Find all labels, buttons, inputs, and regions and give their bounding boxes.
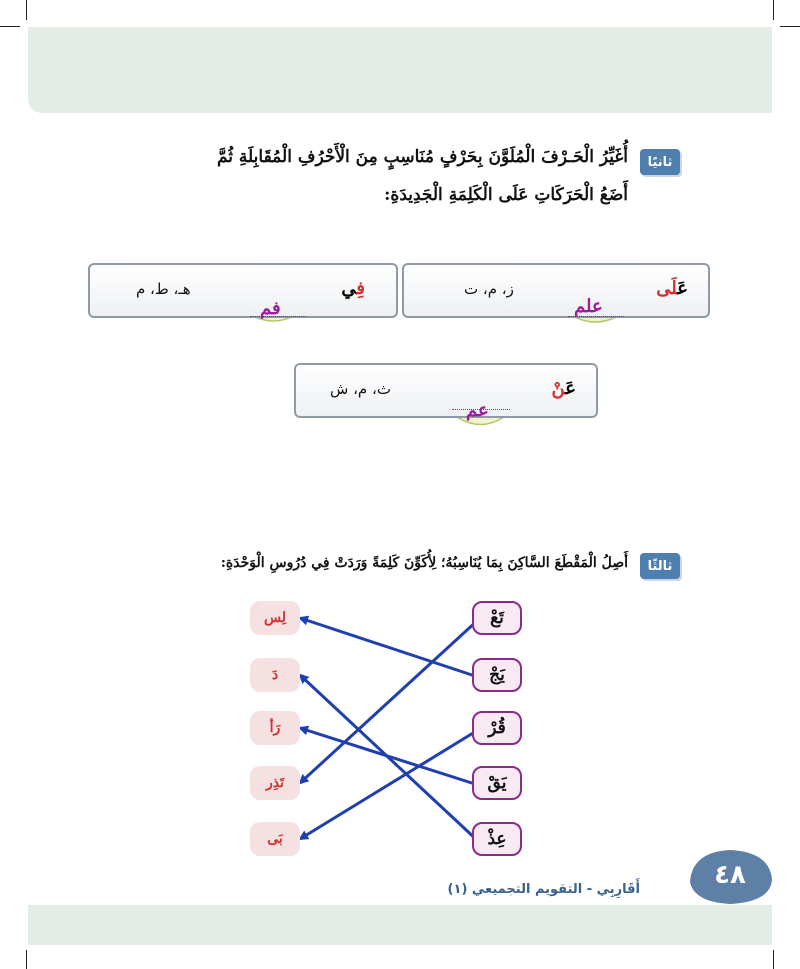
word-3: عَنْ [551,378,576,399]
letters-1: ز، م، ت [464,280,514,298]
completion-item[interactable]: دَ [250,658,300,692]
completion-item[interactable]: رَأ [250,711,300,745]
page-number: ٤٨ [714,860,746,890]
syllable-item[interactable]: يَقْ [472,766,522,800]
section2-line1: أُغَيِّرُ الْحَـرْفَ الْمُلَوَّنَ بِحَرْفٍ مُنَاسِبٍ مِنَ الْأَحْرُفِ الْمُقَابِلَةِ ثُمَّ [216,147,628,167]
section2-badge: ثانيًا [640,149,680,175]
section2-line2: أَضَعُ الْحَرَكَاتِ عَلَى الْكَلِمَةِ الْجَدِيدَةِ: [384,185,628,205]
section3-badge: ثالثًا [640,553,680,579]
syllable-item[interactable]: تَعْ [472,601,522,635]
answer-3: عم [466,400,489,421]
completion-item[interactable]: تَذِر [250,766,300,800]
answer-2: فم [260,298,281,319]
word-1: عَلَى [656,278,688,299]
word-2: فِي [341,278,365,299]
footer-title: أَقَارِبِي - التقويم التجميعي (١) [447,882,640,897]
completion-item[interactable]: لِس [250,601,300,635]
completion-item[interactable]: بَى [250,822,300,856]
letters-3: ث، م، ش [330,380,391,398]
syllable-item[interactable]: قُرْ [472,711,522,745]
syllable-item[interactable]: عِذْ [472,822,522,856]
syllable-item[interactable]: يَجْ [472,658,522,692]
section3-instruction: أَصِلُ الْمَقْطَعَ السَّاكِنَ بِمَا يُنَاسِبُهُ؛ لِأُكَوِّنَ كَلِمَةً وَرَدَتْ فِي دُرُوسِ الْوَحْدَةِ: [220,555,628,571]
letters-2: هـ، ط، م [136,280,191,298]
answer-1: علم [574,296,603,317]
